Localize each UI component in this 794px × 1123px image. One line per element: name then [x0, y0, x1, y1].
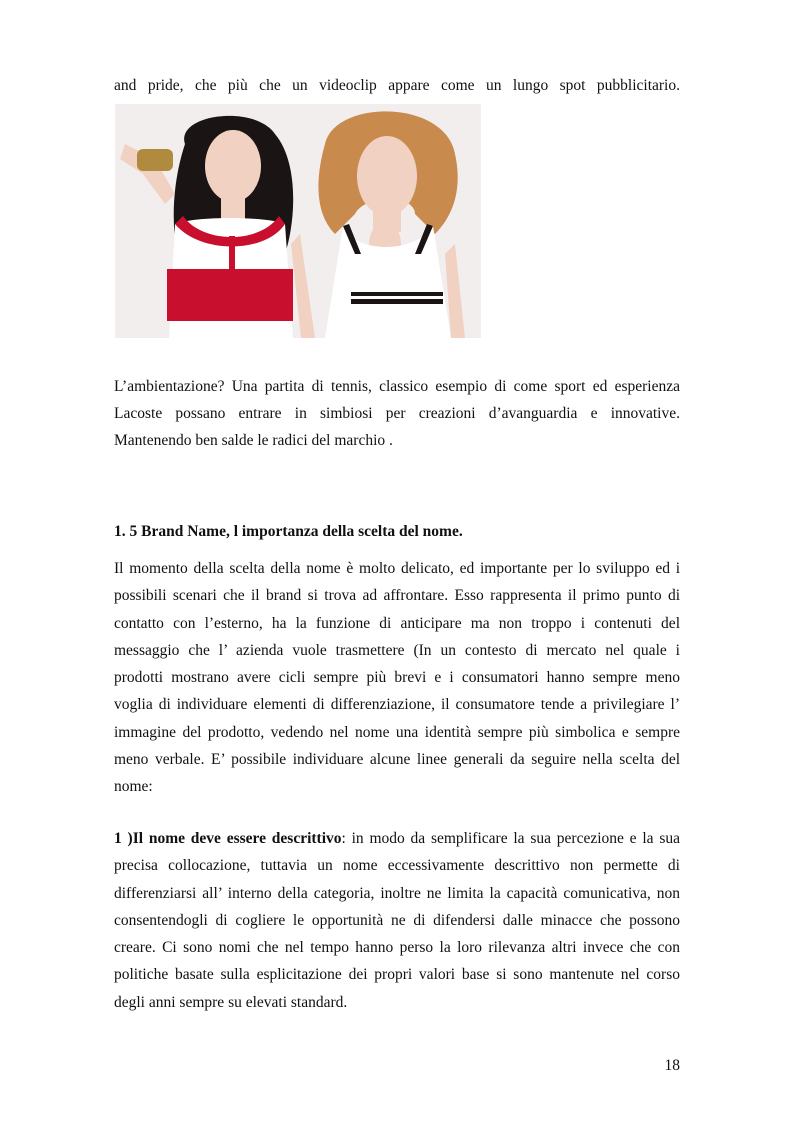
- paragraph-rule-descriptive: [114, 825, 680, 1016]
- rule-text: : in modo da semplificare la sua percezione e la sua: [341, 830, 680, 847]
- text-line: and pride, che più che un videoclip appare come un lungo spot pubblicitario.: [114, 77, 680, 94]
- rule-title: 1 )Il nome deve essere descrittivo: [114, 830, 342, 847]
- text-line: creare. Ci sono nomi che nel tempo hanno perso la loro rilevanza altri invece che con: [114, 939, 680, 957]
- text-line: [114, 825, 680, 852]
- text-line: meno verbale. E’ possibile individuare alcune linee generali da seguire nella scelta del: [114, 751, 680, 769]
- text-line: immagine del prodotto, vedendo nel nome una identità sempre più simbolica e sempre: [114, 723, 680, 741]
- text-line: possibili scenari che il brand si trova ad affrontare. Esso rappresenta il primo punto di: [114, 587, 680, 605]
- paragraph-ambient: [114, 373, 680, 454]
- text-line: differenziarsi all’ interno della categoria, inoltre ne limita la capacità comunicativa, non: [114, 884, 680, 902]
- text-line: consentendogli di cogliere le opportunità ne di difendersi dalle minacce che possono: [114, 911, 680, 929]
- text-line: Mantenendo ben salde le radici del marchio .: [114, 432, 393, 449]
- photo-two-women-lacoste-icon: [115, 104, 481, 338]
- text-line: messaggio che l’ azienda vuole trasmettere (In un contesto di mercato nel quale i: [114, 641, 680, 659]
- text-line: politiche basate sulla esplicitazione dei propri valori base si sono mantenute nel corso: [114, 966, 680, 984]
- text-line: degli anni sempre su elevati standard.: [114, 993, 348, 1011]
- text-line: contatto con l’esterno, ha la funzione di anticipare ma non troppo i contenuti del: [114, 614, 680, 632]
- photo-illustration: [115, 104, 481, 338]
- text-line: L’ambientazione? Una partita di tennis, classico esempio di come sport ed esperienza: [114, 378, 680, 395]
- intro-text: [114, 76, 680, 96]
- text-line: Lacoste possano entrare in simbiosi per creazioni d’avanguardia e innovative.: [114, 405, 680, 422]
- paragraph-brand-name: [114, 555, 680, 801]
- section-heading: 1. 5 Brand Name, l importanza della scelta del nome.: [114, 523, 463, 540]
- text-line: nome:: [114, 778, 153, 796]
- page-number: 18: [664, 1057, 680, 1074]
- text-line: precisa collocazione, tuttavia un nome eccessivamente descrittivo non permette di: [114, 857, 680, 875]
- text-line: prodotti mostrano avere cicli sempre più brevi e i consumatori hanno sempre meno: [114, 669, 680, 687]
- text-line: voglia di individuare elementi di differenziazione, il consumatore tende a privilegiare l’: [114, 696, 680, 714]
- text-line: Il momento della scelta della nome è molto delicato, ed importante per lo sviluppo ed i: [114, 560, 680, 577]
